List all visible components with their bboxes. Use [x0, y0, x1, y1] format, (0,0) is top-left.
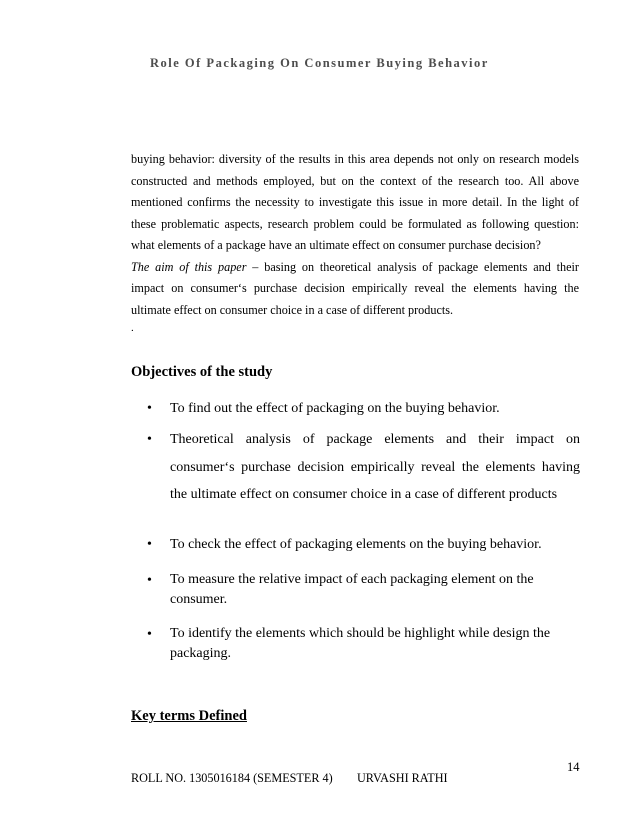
objectives-heading: Objectives of the study [131, 364, 273, 380]
stray-dot: . [131, 322, 134, 334]
intro-line: these problematic aspects, research problem could be formulated as following question: [131, 216, 579, 231]
bullet-icon: • [147, 432, 152, 447]
aim-line-rest: – basing on theoretical analysis of package elements and their [246, 259, 579, 274]
list-item-line: To check the effect of packaging elements on the buying behavior. [170, 537, 542, 552]
footer [131, 771, 448, 786]
list-item-line: To identify the elements which should be highlight while design the [170, 626, 551, 641]
intro-paragraph [131, 149, 579, 321]
key-terms-heading: Key terms Defined [131, 708, 247, 724]
intro-line: what elements of a package have an ultimate effect on consumer purchase decision? [131, 238, 541, 252]
list-item-line: consumer. [170, 592, 228, 607]
list-item-text [170, 398, 580, 420]
running-header-title: Role Of Packaging On Consumer Buying Behavior [150, 56, 489, 70]
aim-line: ultimate effect on consumer choice in a case of different products. [131, 302, 454, 317]
list-item-text [170, 534, 580, 556]
list-item-text [170, 426, 580, 509]
list-item-line: Theoretical analysis of package elements and their impact on [170, 432, 580, 447]
bullet-icon: • [147, 401, 152, 416]
aim-line: impact on consumer‘s purchase decision empirically reveal the elements having the [131, 281, 579, 295]
bullet-icon: • [147, 573, 152, 588]
list-item-line: consumer‘s purchase decision empirically reveal the elements having [170, 459, 580, 475]
footer-author: URVASHI RATHI [357, 771, 448, 785]
aim-line [131, 257, 579, 279]
page-number: 14 [567, 760, 580, 774]
intro-line: constructed and methods employed, but on the context of the research too. All above [131, 173, 579, 188]
list-item-line: To measure the relative impact of each packaging element on the [170, 572, 534, 587]
aim-label: The aim of this paper [131, 259, 247, 274]
list-item-line: packaging. [170, 646, 232, 661]
footer-roll-no: ROLL NO. 1305016184 (SEMESTER 4) [131, 771, 333, 785]
intro-line: mentioned confirms the necessity to investigate this issue in more detail. In the light of [131, 195, 579, 209]
bullet-icon: • [147, 537, 152, 552]
list-item-line: To find out the effect of packaging on the buying behavior. [170, 401, 500, 416]
bullet-icon: • [147, 627, 152, 642]
intro-line: buying behavior: diversity of the results in this area depends not only on research models [131, 152, 579, 166]
list-item-text [170, 624, 580, 664]
list-item-text [170, 570, 580, 610]
list-item-line: the ultimate effect on consumer choice in a case of different products [170, 487, 558, 502]
